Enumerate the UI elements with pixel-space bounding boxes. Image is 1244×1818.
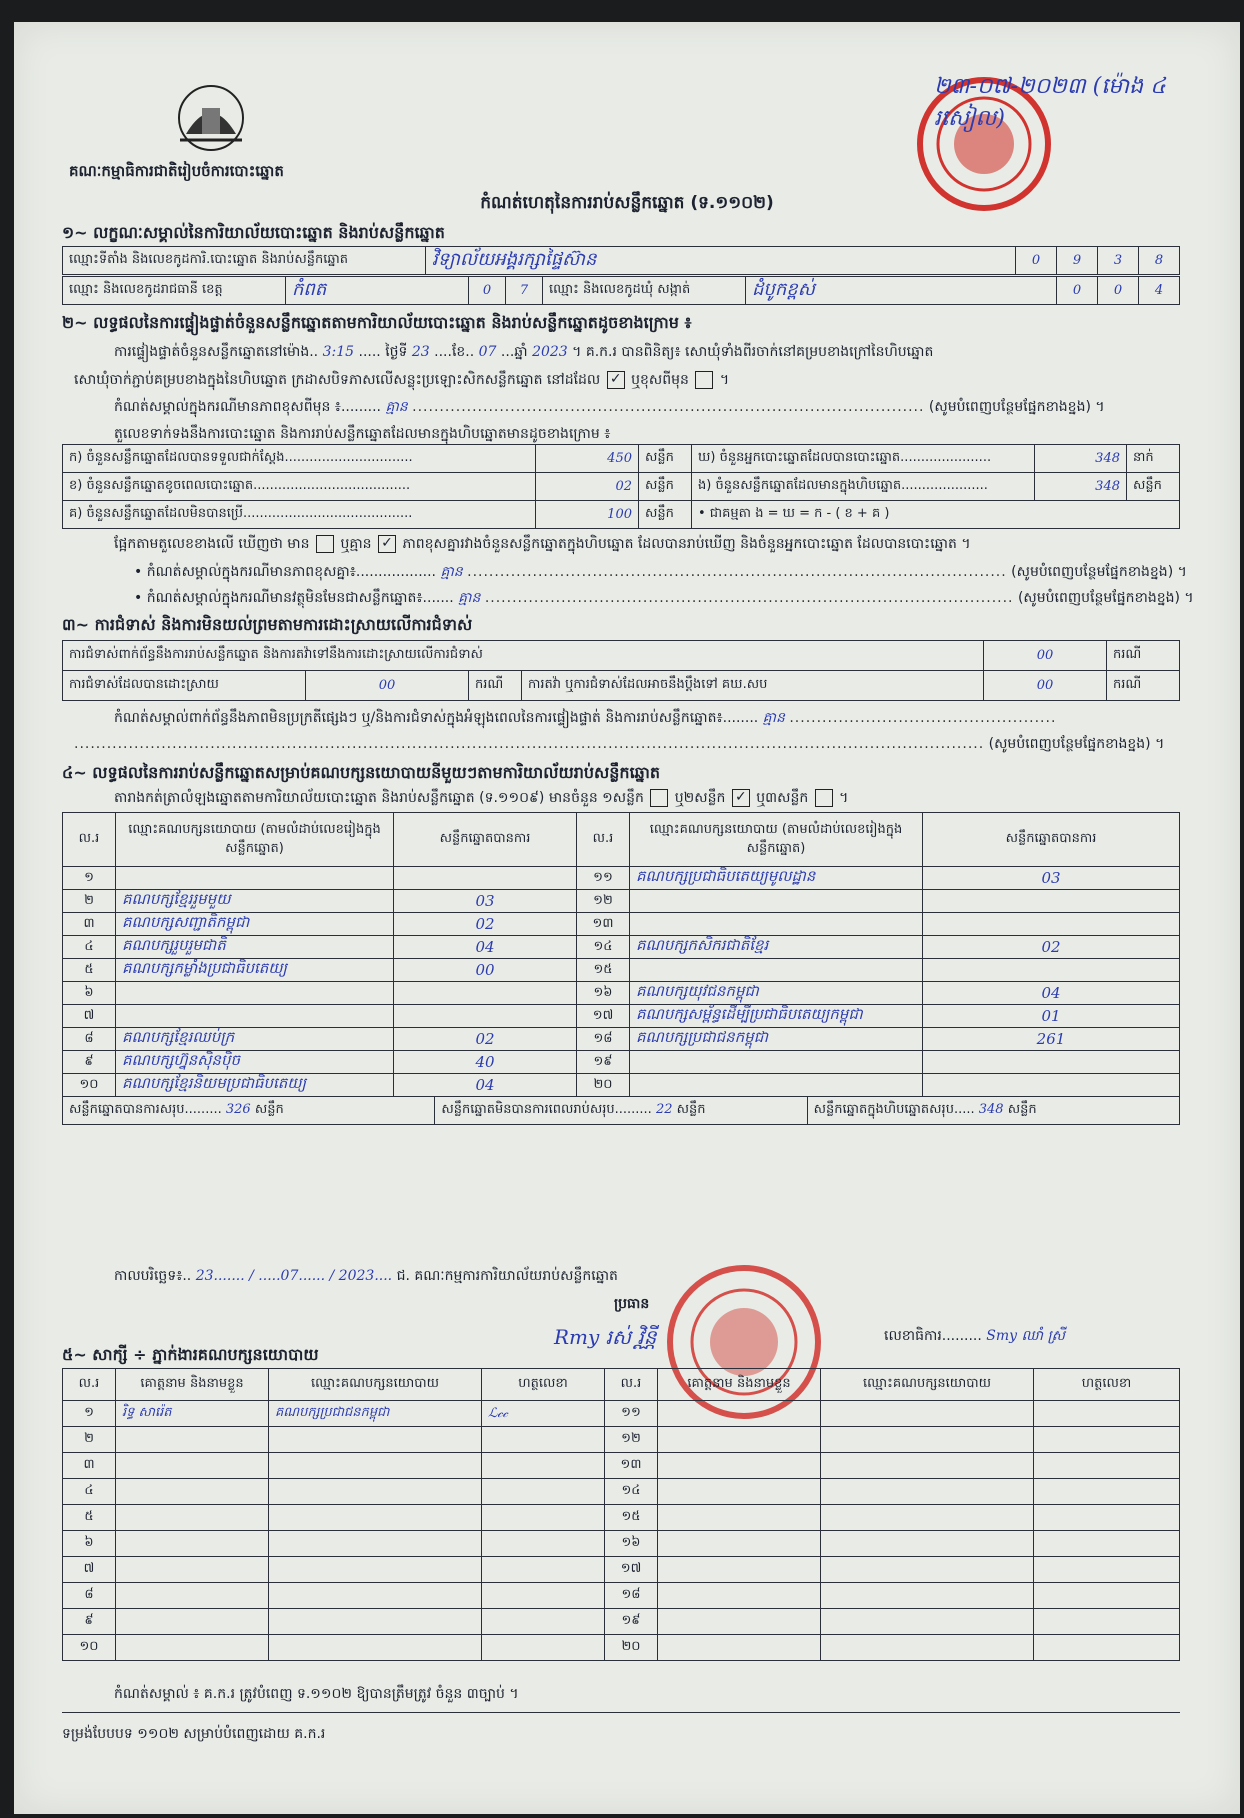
chair-signature: Rmy រស់ វិន្ណី <box>554 1325 657 1349</box>
checkbox-2-sheets[interactable]: ✓ <box>732 789 750 807</box>
witness-row: ៩ ១៩ <box>63 1609 1180 1635</box>
verification-line-2: សោឃុំចាក់ភ្ជាប់គម្របខាងក្នុងនៃហិបឆ្នោត ក្រដាសបិទភាសលើសន្លុះប្រឡោះសិកសន្លឹកឆ្នោត នៅដដែល ✓ ឬខុសពីមុន ។ <box>74 371 730 388</box>
stamp-note: ២៣-០៧-២០២៣ (ម៉ោង ៤ រសៀល) <box>934 74 1166 131</box>
witness-row: ៣ ១៣ <box>63 1453 1180 1479</box>
checkbox-not-ok[interactable] <box>695 371 713 389</box>
committee-name: គណៈកម្មាធិការជាតិរៀបចំការបោះឆ្នោត <box>69 162 284 180</box>
commune-label: ឈ្មោះ និងលេខកូដឃុំ សង្កាត់ <box>543 277 746 305</box>
party-row: ៦ ១៦ គណបក្សយុវជនកម្ពុជា 04 <box>63 982 1180 1005</box>
remark-line-3: • កំណត់សម្គាល់ក្នុងករណីមានវត្ថុមិនមែនជាសន្លឹកឆ្នោត៖....... គ្មាន ................................................................................................. (សូមបំពេញបន្ថែមផ្នែកខាងខ្នង) ។ <box>134 590 1194 606</box>
section-3-title: ៣~ ការជំទាស់ និងការមិនយល់ព្រមតាមការដោះស្រាយលើការជំទាស់ <box>62 615 473 634</box>
remark-line-1: កំណត់សម្គាល់ក្នុងករណីមានភាពខុសពីមុន ៖......... គ្មាន .............................................................................................. (សូមបំពេញបន្ថែមផ្នែកខាងខ្នង) ។ <box>114 399 1105 415</box>
witness-row: ១ រិទ្ធ សារ៉េត គណបក្សប្រជាជនកម្ពុជា ℒ𝒸𝒸 ១១ <box>63 1401 1180 1427</box>
footer-note: កំណត់សម្គាល់ ៖ គ.ក.រ ត្រូវបំពេញ ទ.១១០២ ឱ្យបានត្រឹមត្រូវ ចំនួន ៣ច្បាប់ ។ <box>114 1686 519 1702</box>
remark-line-5: ....................................................................................................................................................................... (សូមបំពេញបន្ថែមផ្នែកខាងខ្នង) ។ <box>74 736 1165 752</box>
party-row: ២ គណបក្សខ្មែររួមមួយ 03 ១២ <box>63 890 1180 913</box>
date-line: កាលបរិច្ឆេទ៖.. 23....... / .....07...... / 2023.... ជ. គណៈកម្មការការិយាល័យរាប់សន្លឹកឆ្នោត <box>114 1268 618 1284</box>
footer-form-id: ទម្រង់បែបបទ ១១០២ សម្រាប់បំពេញដោយ គ.ក.រ <box>62 1726 326 1742</box>
witness-row: ៤ ១៤ <box>63 1479 1180 1505</box>
checkbox-ok[interactable]: ✓ <box>607 371 625 389</box>
section-4-title: ៤~ លទ្ធផលនៃការរាប់សន្លឹកឆ្នោតសម្រាប់គណបក្សនយោបាយនីមួយៗតាមការិយាល័យរាប់សន្លឹកឆ្នោត <box>62 763 661 782</box>
section-5-title: ៥~ សាក្សី ÷ ភ្នាក់ងារគណបក្សនយោបាយ <box>62 1345 319 1364</box>
party-row: ៩ គណបក្សហ្វ៊ុនស៊ិនប៉ិច 40 ១៩ <box>63 1051 1180 1074</box>
checkbox-no-diff[interactable]: ✓ <box>378 535 396 553</box>
section-1-table: ឈ្មោះទីតាំង និងលេខកូដការិ.បោះឆ្នោត និងរាប់សន្លឹកឆ្នោត វិទ្យាល័យអង្គរក្សាផ្ទៃស៊ាន 0 9 3 8 <box>62 246 1180 275</box>
nec-emblem-icon <box>166 82 256 154</box>
chair-label: ប្រធាន <box>614 1296 650 1312</box>
checkbox-has-diff[interactable] <box>316 535 334 553</box>
party-row: ១០ គណបក្សខ្មែរនិយមប្រជាធិបតេយ្យ 04 ២០ <box>63 1074 1180 1097</box>
footer-divider <box>62 1712 1180 1713</box>
page-title: កំណត់ហេតុនៃការរាប់សន្លឹកឆ្នោត (ទ.១១០២) <box>480 193 774 213</box>
party-row: ៨ គណបក្សខ្មែរឈប់ក្រ 02 ១៨ គណបក្សប្រជាជនកម្ពុជា 261 <box>63 1028 1180 1051</box>
section-2-title: ២~ លទ្ធផលនៃការផ្ទៀងផ្ទាត់ចំនួនសន្លឹកឆ្នោតតាមការិយាល័យបោះឆ្នោត និងរាប់សន្លឹកឆ្នោតដូចខាងក្រោម ៖ <box>62 313 692 332</box>
witness-row: ២ ១២ <box>63 1427 1180 1453</box>
party-row: ១ ១១ គណបក្សប្រជាធិបតេយ្យមូលដ្ឋាន 03 <box>63 867 1180 890</box>
party-results-table: ល.រ ឈ្មោះគណបក្សនយោបាយ (តាមលំដាប់លេខរៀងក្នុងសន្លឹកឆ្នោត) សន្លឹកឆ្នោតបានការ ល.រ ឈ្មោះគណបក្សនយោបាយ (តាមលំដាប់លេខរៀងក្នុងសន្លឹកឆ្នោត) សន្លឹកឆ្នោតបានការ ១ ១១ គណបក្សប្រជាធិបតេយ្យមូលដ្ឋាន 03 ២ គណបក្សខ្មែររួមមួយ 03 ១២ ៣ គណបក្សសញ្ជាតិកម្ពុជា 02 ១៣ ៤ គណបក្សរួបរួមជាតិ 04 ១៤ គណបក្សកសិករជាតិខ្មែរ 02 ៥ គណបក្សកម្លាំងប្រជាធិបតេយ្យ 00 ១៥ ៦ ១៦ គណបក្សយុវជនកម្ពុជា 04 ៧ ១៧ គណបក្សសម្ព័ន្ធដើម្បីប្រជាធិបតេយ្យកម្ពុជា 01 ៨ គណបក្សខ្មែរឈប់ក្រ 02 ១៨ គណបក្សប្រជាជនកម្ពុជា 261 ៩ គណបក្សហ្វ៊ុនស៊ិនប៉ិច 40 ១៩ ១០ គណបក្សខ្មែរនិយមប្រជាធិបតេយ្យ 04 ២០ សន្លឹកឆ្នោតបានការសរុប......... 326 សន្លឹក សន្លឹកឆ្នោតមិនបានការពេលរាប់សរុប......... 22 សន្លឹក សន្លឹកឆ្នោតក្នុងហិបឆ្នោតសរុប..... 348 សន្លឹក <box>62 812 1180 1125</box>
section-1-title: ១~ លក្ខណៈសម្គាល់នៃការិយាល័យបោះឆ្នោត និងរាប់សន្លឹកឆ្នោត <box>62 223 445 242</box>
party-row: ៧ ១៧ គណបក្សសម្ព័ន្ធដើម្បីប្រជាធិបតេយ្យកម្ពុជា 01 <box>63 1005 1180 1028</box>
remark-line-4: កំណត់សម្គាល់ពាក់ព័ន្ធនឹងភាពមិនប្រក្រតីផ្សេងៗ ឬ/និងការជំទាស់ក្នុងអំឡុងពេលនៃការផ្ទៀងផ្ទាត់ និងការរាប់សន្លឹកឆ្នោត៖........ គ្មាន ................................................. <box>114 710 1057 726</box>
complaints-table: ការជំទាស់ពាក់ព័ន្ធនឹងការរាប់សន្លឹកឆ្នោត និងការតវ៉ាទៅនឹងការដោះស្រាយលើការជំទាស់ 00 ករណី ការជំទាស់ដែលបានដោះស្រាយ 00 ករណី ការតវ៉ា ឬការជំទាស់ដែលអាចនឹងប្ដឹងទៅ គឃ.សប 00 ករណី <box>62 640 1180 701</box>
province-name: កំពត <box>286 277 469 305</box>
verification-line-1: ការផ្ទៀងផ្ទាត់ចំនួនសន្លឹកឆ្នោតនៅម៉ោង.. 3:15 ..... ថ្ងៃទី 23 ....ខែ.. 07 ...ឆ្នាំ 2023 ។ គ.ក.រ បានពិនិត្យ៖ សោឃុំទាំងពីរចាក់នៅគម្របខាងក្រៅនៃហិបឆ្នោត <box>114 344 934 360</box>
party-row: ៥ គណបក្សកម្លាំងប្រជាធិបតេយ្យ 00 ១៥ <box>63 959 1180 982</box>
remark-line-2: • កំណត់សម្គាល់ក្នុងករណីមានភាពខុសគ្នា៖.................. គ្មាន ................................................................................................... (សូមបំពេញបន្ថែមផ្នែកខាងខ្នង) ។ <box>134 564 1187 580</box>
section-1-table-row2: ឈ្មោះ និងលេខកូដរាជធានី ខេត្ត កំពត 0 7 ឈ្មោះ និងលេខកូដឃុំ សង្កាត់ ដំបូកខ្ពស់ 0 0 4 <box>62 276 1180 305</box>
commune-name: ដំបូកខ្ពស់ <box>746 277 1057 305</box>
witness-row: ៨ ១៨ <box>63 1583 1180 1609</box>
party-row: ៣ គណបក្សសញ្ជាតិកម្ពុជា 02 ១៣ <box>63 913 1180 936</box>
polling-station-label: ឈ្មោះទីតាំង និងលេខកូដការិ.បោះឆ្នោត និងរាប់សន្លឹកឆ្នោត <box>63 247 426 275</box>
secretary-line: លេខាធិការ......... Smy ឈាំ ស្រី <box>884 1328 1065 1344</box>
ballot-summary-table: ក) ចំនួនសន្លឹកឆ្នោតដែលបានទទួលជាក់ស្ដែង............................... 450 សន្លឹក ឃ) ចំនួនអ្នកបោះឆ្នោតដែលបានបោះឆ្នោត...................... 348 នាក់ ខ) ចំនួនសន្លឹកឆ្នោតខូចពេលបោះឆ្នោត...................................... 02 សន្លឹក ង) ចំនួនសន្លឹកឆ្នោតដែលមានក្នុងហិបឆ្នោត..................... 348 សន្លឹក គ) ចំនួនសន្លឹកឆ្នោតដែលមិនបានប្រើ......................................... 100 សន្លឹក • ជាគម្មតា ង = ឃ = ក - ( ខ + គ ) <box>62 444 1180 529</box>
witness-row: ៦ ១៦ <box>63 1531 1180 1557</box>
witness-table: ល.រ គោត្តនាម និងនាមខ្លួន ឈ្មោះគណបក្សនយោបាយ ហត្ថលេខា ល.រ គោត្តនាម និងនាមខ្លួន ឈ្មោះគណបក្សនយោបាយ ហត្ថលេខា ១ រិទ្ធ សារ៉េត គណបក្សប្រជាជនកម្ពុជា ℒ𝒸𝒸 ១១ ២ ១២ ៣ ១៣ ៤ ១៤ ៥ ១៥ ៦ ១៦ ៧ ១៧ ៨ ១៨ ៩ ១៩ ១០ ២០ <box>62 1368 1180 1661</box>
province-label: ឈ្មោះ និងលេខកូដរាជធានី ខេត្ត <box>63 277 286 305</box>
witness-row: ៧ ១៧ <box>63 1557 1180 1583</box>
results-intro: តួលេខទាក់ទងនឹងការបោះឆ្នោត និងការរាប់សន្លឹកឆ្នោតដែលមានក្នុងហិបឆ្នោតមានដូចខាងក្រោម ៖ <box>114 426 611 442</box>
section-4-intro: តារាងកត់ត្រាលំឡងឆ្នោតតាមការិយាល័យបោះឆ្នោត និងរាប់សន្លឹកឆ្នោត (ទ.១១០៩) មានចំនួន ១សន្លឹក ឬ២សន្លឹក ✓ ឬ៣សន្លឹក ។ <box>114 789 849 806</box>
witness-row: ៥ ១៥ <box>63 1505 1180 1531</box>
polling-station-name: វិទ្យាល័យអង្គរក្សាផ្ទៃស៊ាន <box>426 247 1016 275</box>
witness-row: ១០ ២០ <box>63 1635 1180 1661</box>
discrepancy-line: ផ្អែកតាមតួលេខខាងលើ ឃើញថា មាន ឬគ្មាន ✓ ភាពខុសគ្នារវាងចំនួនសន្លឹកឆ្នោតក្នុងហិបឆ្នោត ដែលបានរាប់ឃើញ និងចំនួនអ្នកបោះឆ្នោត ដែលបានបោះឆ្នោត ។ <box>114 535 971 552</box>
ballot-counting-form <box>14 22 1240 1814</box>
party-row: ៤ គណបក្សរួបរួមជាតិ 04 ១៤ គណបក្សកសិករជាតិខ្មែរ 02 <box>63 936 1180 959</box>
